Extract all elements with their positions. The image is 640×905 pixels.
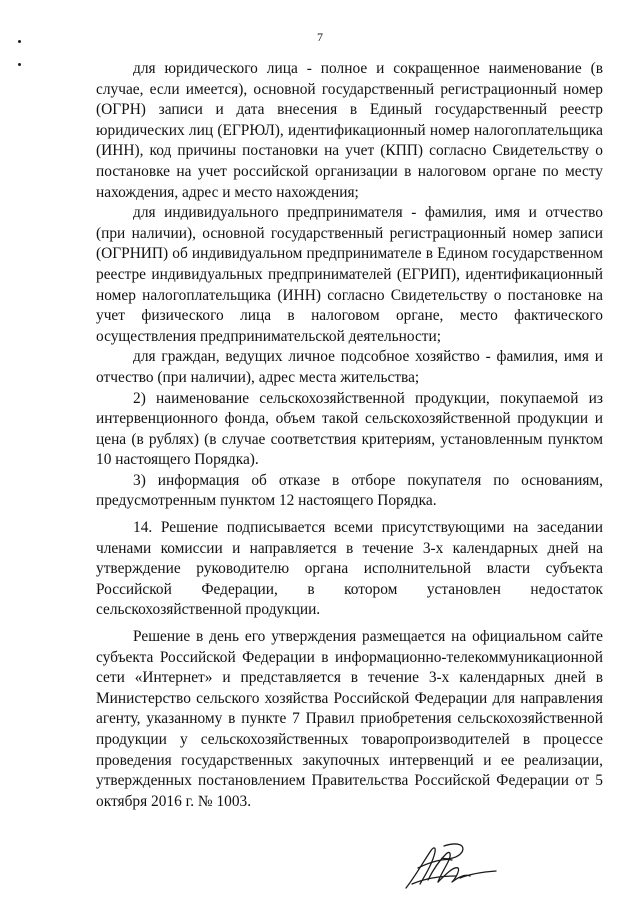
paragraph-citizens-household: для граждан, ведущих личное подсобное хозяйство - фамилия, имя и отчество (при наличии), адрес места жительства; [96, 348, 603, 386]
page-number: 7 [317, 30, 323, 44]
document-body [96, 59, 603, 812]
paragraph-legal-entity: для юридического лица - полное и сокращенное наименование (в случае, если имеется), основной государственный регистрационный номер (ОГРН) записи и дата внесения в Единый государственный реестр юридических лиц (ЕГРЮЛ), идентификационный номер налогоплательщика (ИНН), код причины постановки на учет (КПП) согласно Свидетельству о постановке на учет российской организации в налоговом органе по месту нахождения, адрес и место нахождения; [96, 60, 603, 201]
paragraph-individual-entrepreneur: для индивидуального предпринимателя - фамилия, имя и отчество (при наличии), основной государственный регистрационный номер записи (ОГРНИП) об индивидуальном предпринимателе в Едином государственном реестре индивидуальных предпринимателей (ЕГРИП), идентификационный номер налогоплательщика (ИНН) согласно Свидетельству о постановке на учет физического лица в налоговом органе, место фактического осуществления предпринимательской деятельности; [96, 204, 603, 345]
paragraph-item-2: 2) наименование сельскохозяйственной продукции, покупаемой из интервенционного фонда, объем такой сельскохозяйственной продукции и цена (в рублях) (в случае соответствия критериям, установленным пунктом 10 настоящего Порядка). [96, 389, 603, 469]
scan-dot-mark [18, 63, 21, 66]
paragraph-section-14: 14. Решение подписывается всеми присутствующими на заседании членами комиссии и направляется в течение 3-х календарных дней на утверждение руководителю органа исполнительной власти субъекта Российской Федерации, в котором установлен недостаток сельскохозяйственной продукции. [96, 519, 603, 619]
handwritten-signature-icon [400, 838, 500, 894]
paragraph-decision-publication: Решение в день его утверждения размещается на официальном сайте субъекта Российской Федерации в информационно-телекоммуникационной сети «Интернет» и представляется в течение 3-х календарных дней в Министерство сельского хозяйства Российской Федерации для направления агенту, указанному в пункте 7 Правил приобретения сельскохозяйственной продукции у сельскохозяйственных товаропроизводителей в процессе проведения государственных закупочных интервенций и ее реализации, утвержденных постановлением Правительства Российской Федерации от 5 октября 2016 г. № 1003. [96, 628, 603, 810]
paragraph-item-3: 3) информация об отказе в отборе покупателя по основаниям, предусмотренным пунктом 12 настоящего Порядка. [96, 471, 603, 510]
